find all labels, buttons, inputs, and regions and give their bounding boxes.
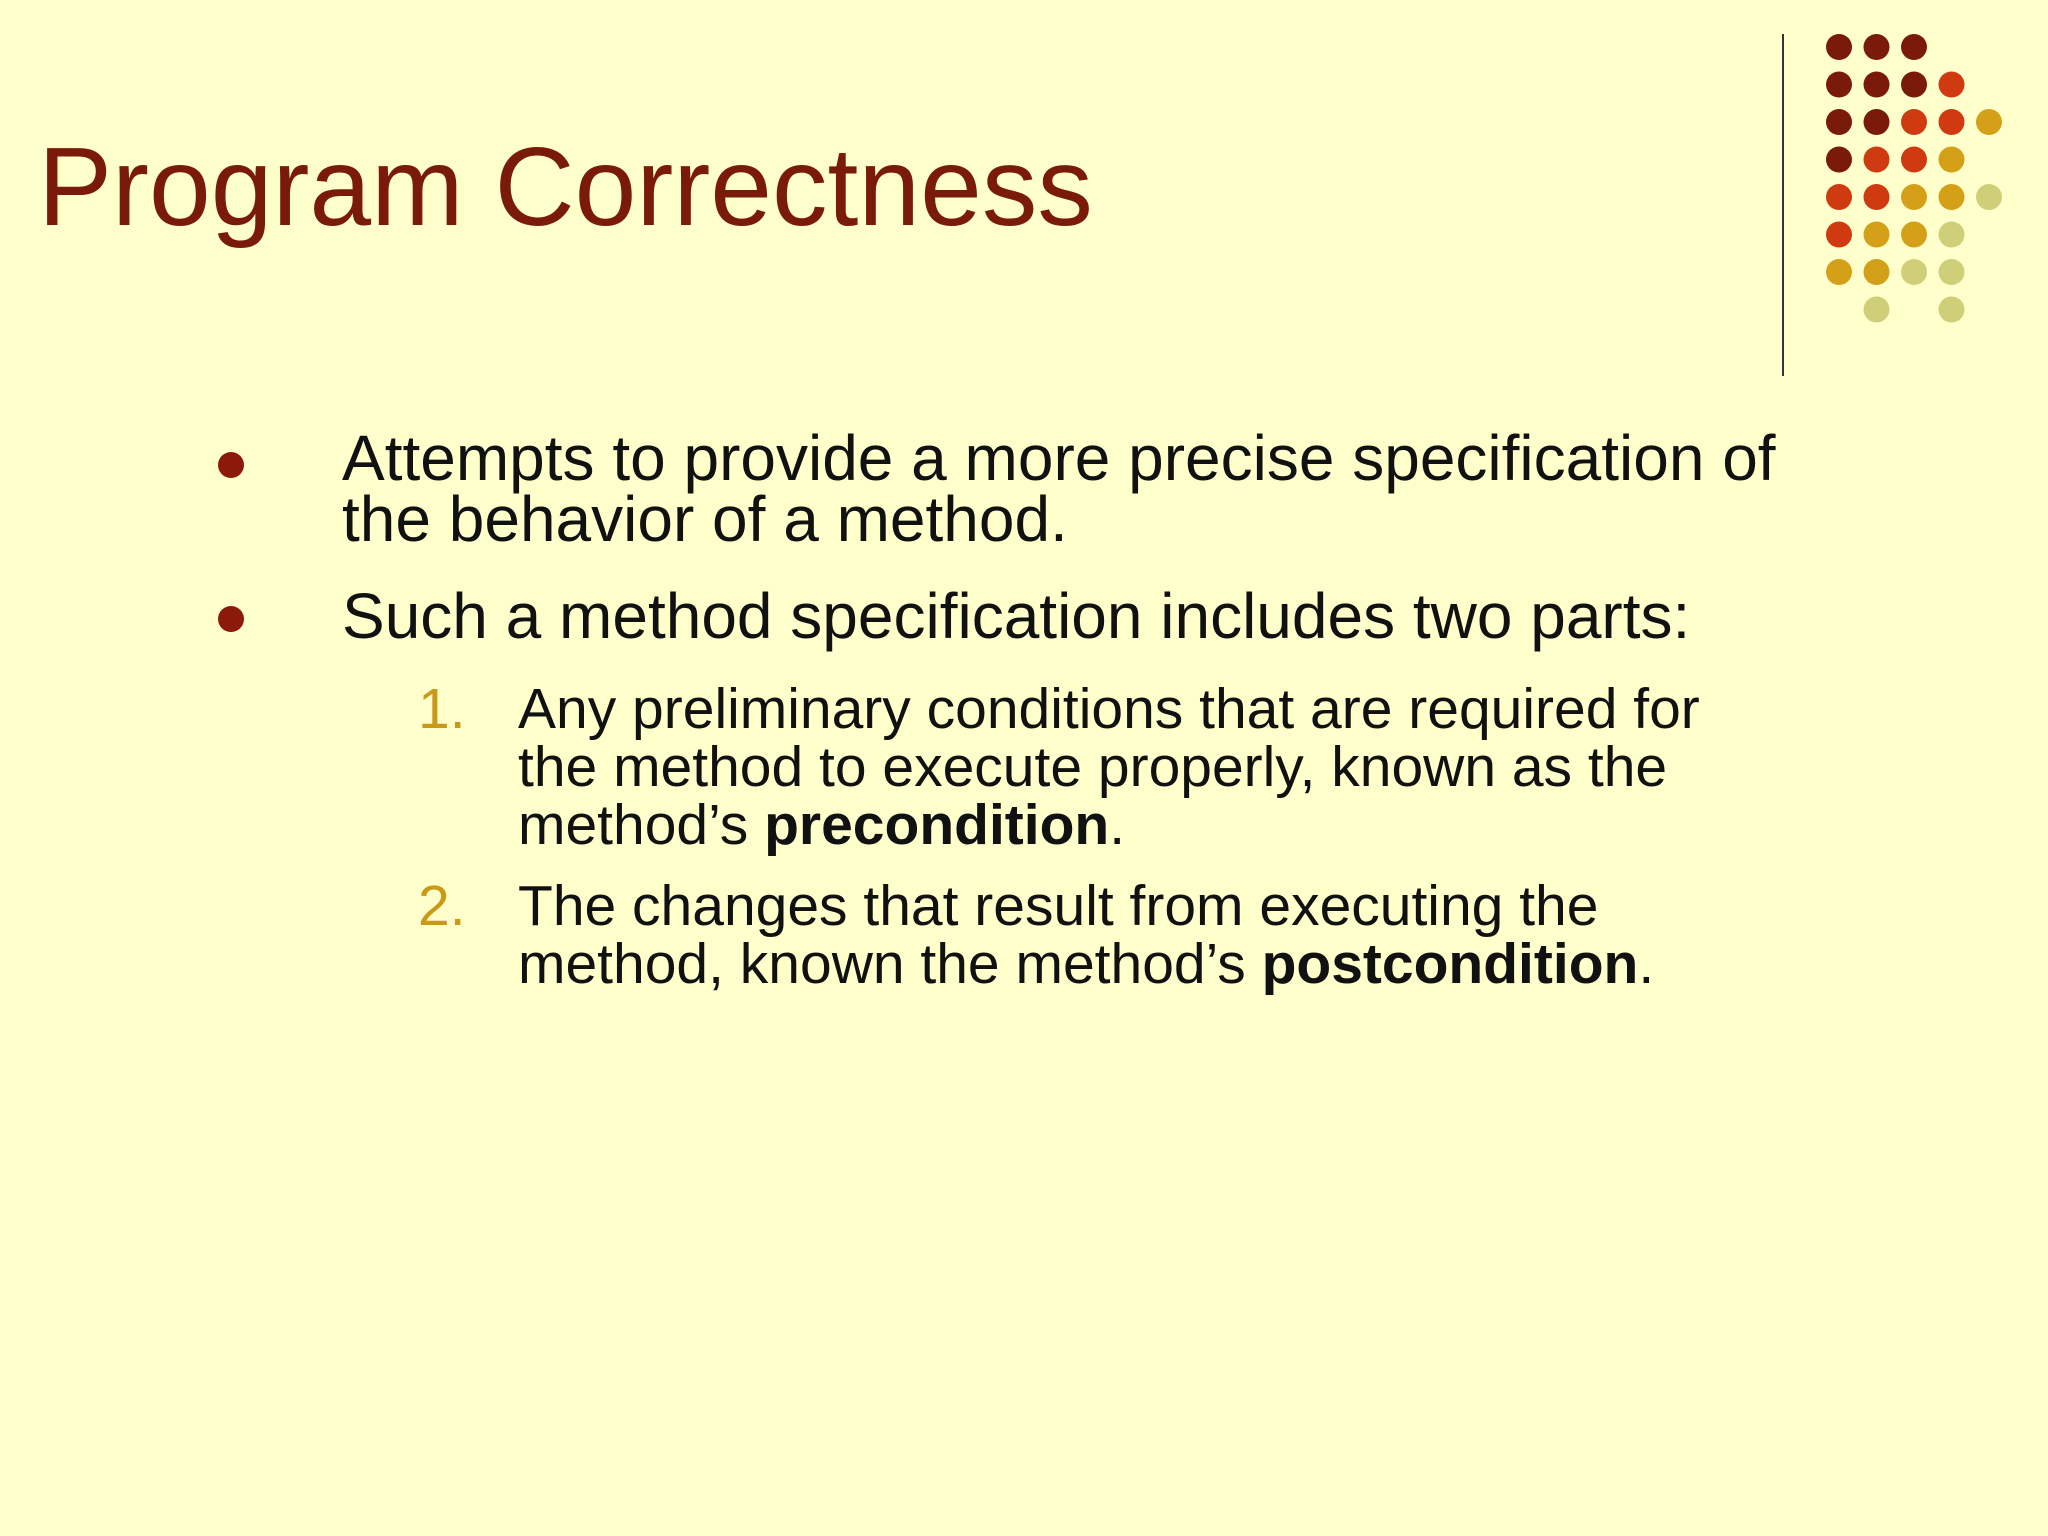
numbered-line-suffix: . bbox=[1109, 793, 1126, 857]
decorative-dot bbox=[1864, 297, 1890, 323]
decorative-dot bbox=[1939, 297, 1965, 323]
bullet-icon bbox=[218, 452, 244, 478]
decorative-dot bbox=[1901, 72, 1927, 98]
decorative-dot bbox=[1901, 222, 1927, 248]
decorative-dot bbox=[1976, 109, 2002, 135]
decorative-dot bbox=[1901, 34, 1927, 60]
decorative-dot bbox=[1864, 109, 1890, 135]
decorative-dot bbox=[1901, 259, 1927, 285]
numbered-text bbox=[518, 874, 1938, 996]
decorative-dot bbox=[1826, 259, 1852, 285]
numbered-line: The changes that result from executing the bbox=[518, 874, 1599, 938]
dot-grid bbox=[1826, 34, 2002, 323]
number-marker: 1. bbox=[418, 677, 466, 741]
decorative-dot bbox=[1864, 34, 1890, 60]
precondition-term: precondition bbox=[764, 793, 1110, 857]
decorative-dot bbox=[1901, 109, 1927, 135]
postcondition-term: postcondition bbox=[1261, 932, 1639, 996]
decorative-dot bbox=[1939, 184, 1965, 210]
bullet-line: Attempts to provide a more precise specification of bbox=[342, 422, 1776, 494]
decorative-dot bbox=[1939, 147, 1965, 173]
decorative-dot bbox=[1826, 72, 1852, 98]
decorative-dot bbox=[1864, 147, 1890, 173]
title-divider-line bbox=[1782, 34, 1784, 376]
decorative-dot bbox=[1939, 259, 1965, 285]
numbered-line: the method to execute properly, known as the bbox=[518, 735, 1668, 799]
numbered-text bbox=[518, 677, 1938, 857]
bullet-text bbox=[342, 580, 1902, 652]
decorative-dot bbox=[1826, 34, 1852, 60]
bullet-line: Such a method specification includes two parts: bbox=[342, 580, 1691, 652]
numbered-line-suffix: . bbox=[1638, 932, 1655, 996]
decorative-dot bbox=[1864, 259, 1890, 285]
decorative-dot bbox=[1976, 184, 2002, 210]
decorative-dot bbox=[1901, 184, 1927, 210]
decorative-dot bbox=[1864, 222, 1890, 248]
bullet-text bbox=[342, 422, 1902, 555]
numbered-line-prefix: method, known the method’s bbox=[518, 932, 1262, 996]
number-marker: 2. bbox=[418, 874, 466, 938]
decorative-dot bbox=[1939, 222, 1965, 248]
numbered-line: Any preliminary conditions that are required for bbox=[518, 677, 1700, 741]
decorative-dot bbox=[1901, 147, 1927, 173]
decorative-dot bbox=[1939, 109, 1965, 135]
bullet-line: the behavior of a method. bbox=[342, 483, 1068, 555]
decorative-dot bbox=[1864, 184, 1890, 210]
slide-title: Program Correctness bbox=[38, 125, 1093, 249]
decorative-dot bbox=[1864, 72, 1890, 98]
numbered-line-prefix: method’s bbox=[518, 793, 765, 857]
decorative-dot bbox=[1826, 109, 1852, 135]
decorative-dot bbox=[1826, 222, 1852, 248]
bullet-icon bbox=[218, 606, 244, 632]
decorative-dot bbox=[1826, 147, 1852, 173]
decorative-dot bbox=[1826, 184, 1852, 210]
decorative-dot bbox=[1939, 72, 1965, 98]
